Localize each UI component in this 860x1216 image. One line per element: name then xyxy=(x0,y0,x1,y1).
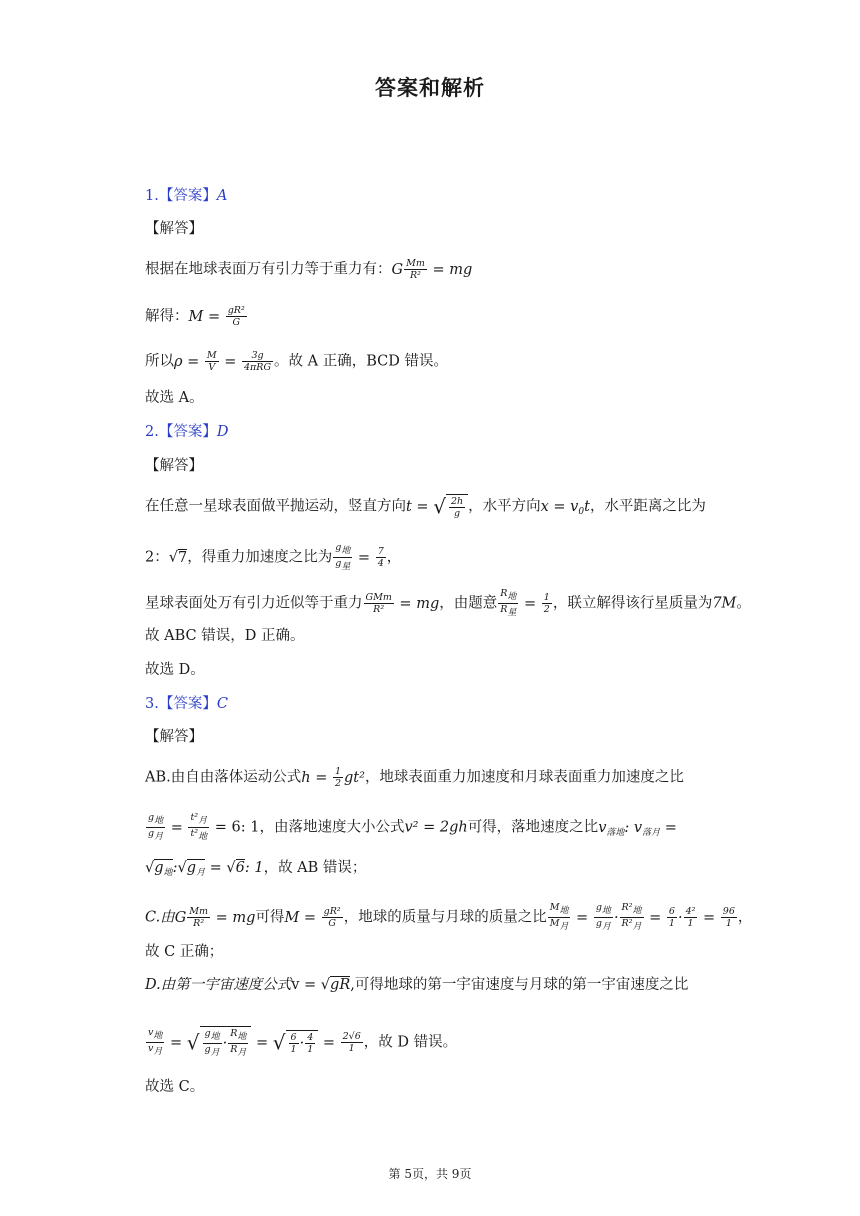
q2-text-3c: ，联立解得该行星质量为 xyxy=(552,595,713,612)
q3-number: 3.【答案】 xyxy=(145,696,217,712)
q1-answer-heading xyxy=(145,186,227,206)
q3-line-c-1: C.由G $\frac{Mm}{\text{R²}}$ = mg可得M = $\frac{\text{gR²}}{G}$ ，地球的质量与月球的质量之比 $\frac{\text{M地}}{\text{M月}}$ = $\frac{\text{g地}}{\text{g月}}$ · $\frac{\text{R²地}}{\text{R²月}}$ = $\frac{6}{1}$ · $\frac{\text{4²}}{1}$ = $\frac{96}{1}$ ， xyxy=(145,902,753,932)
q3-text-d-b: ,可得地球的第一宇宙速度与月球的第一宇宙速度之比 xyxy=(350,977,689,993)
q3-line-end: 故选 C。 xyxy=(145,1079,205,1095)
q2-line-5: 故选 D。 xyxy=(145,662,205,678)
q2-formula-r-ratio: $\frac{\text{R地}}{\text{R星}}$ = $\frac{1}{2}$ xyxy=(500,588,550,618)
q3-text-c-b: 可得 xyxy=(255,909,285,926)
q2-text-3a: 星球表面处万有引力近似等于重力 xyxy=(145,595,363,612)
page-title: 答案和解析 xyxy=(375,76,485,100)
q3-text-c-c: ，地球的质量与月球的质量之比 xyxy=(343,909,547,926)
q2-line-4: 故 ABC 错误，D 正确。 xyxy=(145,628,305,644)
q3-formula-sqrt-g: $√g_地:√g_月 = √6$: 1 xyxy=(145,860,264,878)
q3-text-ab-b: ，地球表面重力加速度和月球表面重力加速度之比 xyxy=(364,769,684,786)
q2-answer-heading xyxy=(145,422,228,442)
q2-text-3b: ，由题意 xyxy=(439,595,498,612)
q2-text-1b: ，水平方向 xyxy=(468,498,541,515)
q1-line-2 xyxy=(145,305,248,328)
q3-formula-m: M = $\frac{\text{gR²}}{G}$ xyxy=(284,906,341,929)
q1-number: 1.【答案】 xyxy=(145,188,217,204)
q3-formula-v-grsqrt: v = √gR xyxy=(291,977,351,993)
q3-formula-g-ratio: $\frac{\text{g地}}{\text{g月}}$ = $\frac{\text{t²月}}{\text{t²地}}$ xyxy=(148,812,208,842)
q1-line-1 xyxy=(145,258,472,281)
q2-line-1 xyxy=(145,494,706,522)
q3-text-ab2-b: 可得，落地速度之比 xyxy=(467,819,599,836)
q1-line-3 xyxy=(145,350,448,373)
q2-text-1c: ，水平距离之比为 xyxy=(589,498,706,515)
q2-line-3: 星球表面处万有引力近似等于重力 $\frac{\text{GMm}}{\text{R²}}$ = mg，由题意 $\frac{\text{R地}}{\text{R星}}$ = $\frac{1}{2}$ ，联立解得该行星质量为7M。 xyxy=(145,588,751,618)
q2-answer: D xyxy=(216,424,229,440)
q2-text-2b: ，得重力加速度之比为 xyxy=(187,549,333,566)
q1-text-2: 解得： xyxy=(145,308,189,325)
q3-formula-v1-ratio: $\frac{\text{v地}}{\text{v月}}$ = √ $\frac{\text{g地}}{\text{g月}}$ · $\frac{\text{R地}}{\text{R月}}$ = √ $\frac{6}{1}$ · $\frac{4}{1}$ = $\frac{2√6}{1}$ xyxy=(148,1027,361,1058)
q1-formula-1: G $\frac{Mm}{\text{R²}}$ = mg xyxy=(391,258,473,281)
q1-formula-2: M = $\frac{\text{gR²}}{G}$ xyxy=(188,305,245,328)
q3-formula-m-ratio: $\frac{\text{M地}}{\text{M月}}$ = $\frac{\text{g地}}{\text{g月}}$ · $\frac{\text{R²地}}{\text{R²月}}$ = $\frac{6}{1}$ · $\frac{\text{4²}}{1}$ = $\frac{96}{1}$ xyxy=(549,902,735,932)
q2-line-2: 2：√7，得重力加速度之比为 $\frac{\text{g地}}{\text{g星}}$ = $\frac{7}{4}$ ， xyxy=(145,542,402,572)
q3-line-ab-3 xyxy=(145,858,366,883)
q1-answer: A xyxy=(216,188,228,204)
page-footer: 第 5页，共 9页 xyxy=(388,1167,472,1181)
q3-line-d-1 xyxy=(145,975,688,995)
q1-line-4: 故选 A。 xyxy=(145,390,204,406)
q3-line-ab-2: $\frac{\text{g地}}{\text{g月}}$ = $\frac{\text{t²月}}{\text{t²地}}$ = 6: 1，由落地速度大小公式v² = 2gh可得，落地速度之比$v_{落地}$: $v_{落月}$ = xyxy=(145,812,677,843)
q1-jieda-label: 【解答】 xyxy=(145,221,203,237)
q3-formula-v-ratio: $v_{落地}$: $v_{落月}$ = xyxy=(598,819,677,838)
q3-text-d2: ，故 D 错误。 xyxy=(363,1034,458,1051)
q2-formula-x: $x = v_0t$ xyxy=(540,498,590,517)
q2-number: 2.【答案】 xyxy=(145,424,217,440)
q3-text-c-a: C.由 xyxy=(145,909,175,926)
q3-formula-gmm: G $\frac{Mm}{\text{R²}}$ = mg xyxy=(174,906,256,929)
q1-formula-3: ρ = $\frac{M}{V}$ = $\frac{3g}{\text{4πRG}}$ xyxy=(174,350,272,373)
q3-text-ab3: ，故 AB 错误； xyxy=(263,860,367,876)
q2-sqrt7: √7 xyxy=(168,549,188,566)
q2-text-1a: 在任意一星球表面做平抛运动，竖直方向 xyxy=(145,498,406,515)
q2-formula-t: t = √ $\frac{2h}{g}$ xyxy=(406,499,468,515)
q1-text-3b: 。故 A 正确，BCD 错误。 xyxy=(274,353,448,370)
q3-line-d-2 xyxy=(145,1026,457,1059)
q2-formula-7m: 7M xyxy=(712,595,737,612)
q3-answer: C xyxy=(216,696,228,712)
q2-formula-gmm: $\frac{\text{GMm}}{\text{R²}}$ = mg xyxy=(365,592,440,615)
q3-text-ab2-a: ，由落地速度大小公式 xyxy=(259,819,405,836)
q3-text-d-a: D.由第一宇宙速度公式 xyxy=(145,977,292,993)
q3-formula-h: h = $\frac{1}{2}$ gt² xyxy=(301,766,365,789)
q3-answer-heading xyxy=(145,694,228,714)
q3-text-ab-a: AB.由自由落体运动公式 xyxy=(145,769,302,786)
q3-jieda-label: 【解答】 xyxy=(145,729,203,745)
q2-formula-g-ratio: $\frac{\text{g地}}{\text{g星}}$ = $\frac{7}{4}$ xyxy=(335,542,384,572)
q3-formula-v2: v² = 2gh xyxy=(404,819,468,836)
q1-text-3a: 所以 xyxy=(145,353,174,370)
q2-text-2a: 2： xyxy=(145,549,169,566)
q1-text-1: 根据在地球表面万有引力等于重力有： xyxy=(145,261,392,278)
q3-line-ab-1 xyxy=(145,766,684,789)
q2-jieda-label: 【解答】 xyxy=(145,458,203,474)
q3-line-c-2: 故 C 正确； xyxy=(145,944,224,960)
